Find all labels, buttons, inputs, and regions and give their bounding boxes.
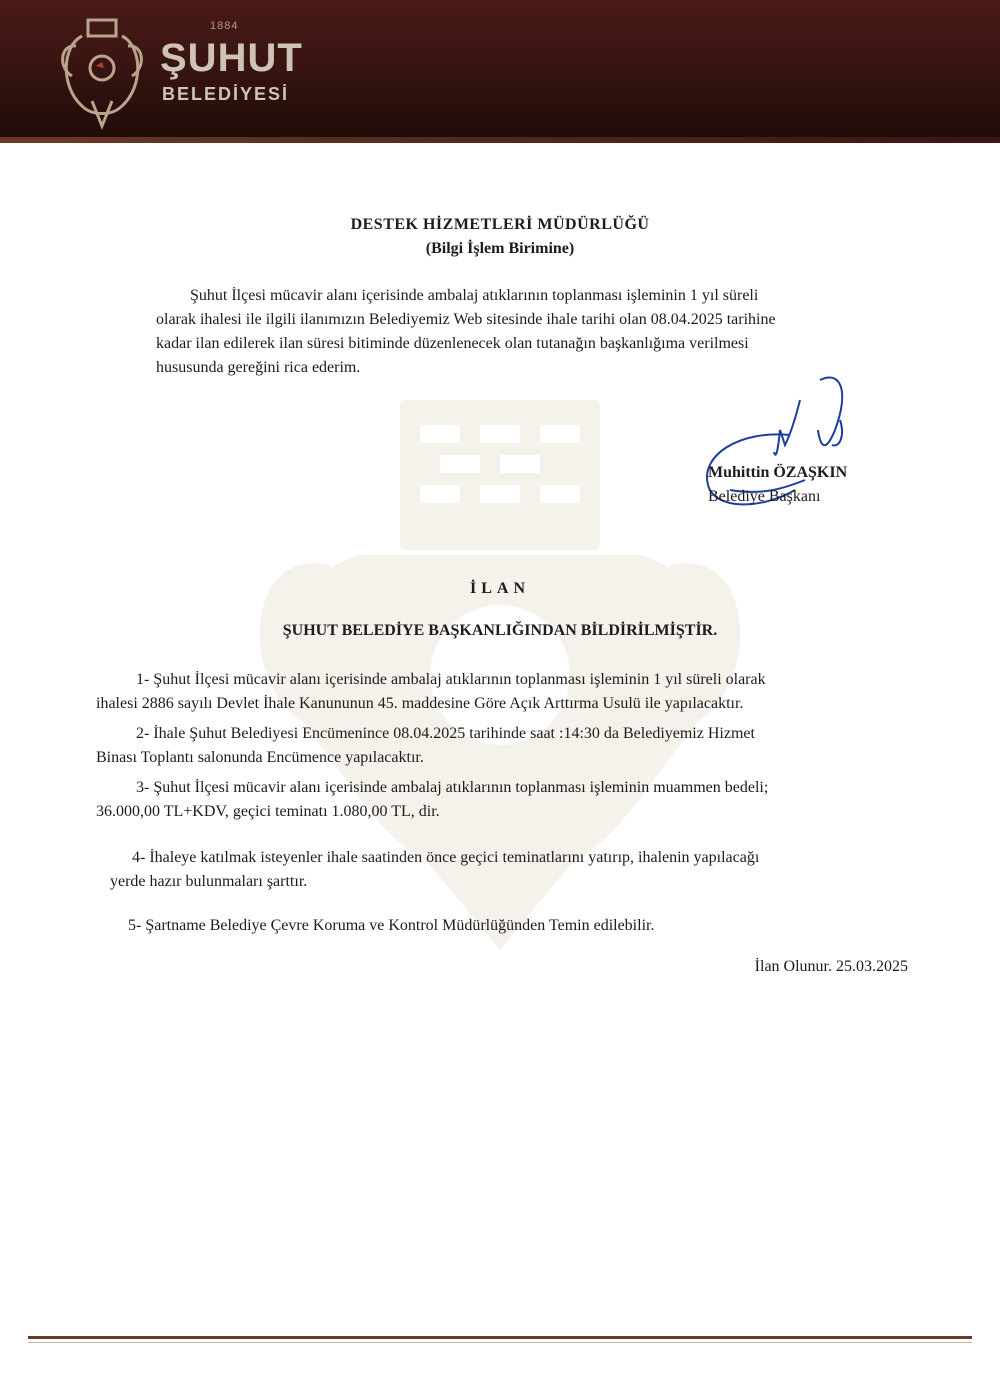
logo-year: 1884	[210, 20, 239, 32]
logo-name: ŞUHUT	[160, 36, 303, 80]
letter-line: Şuhut İlçesi mücavir alanı içerisinde ambalaj atıklarının toplanması işleminin 1 yıl süreli	[190, 287, 759, 304]
item-line: 2- İhale Şuhut Belediyesi Encümenince 08.04.2025 tarihinde saat :14:30 da Belediyemiz Hizmet	[136, 725, 755, 742]
closing-date: İlan Olunur. 25.03.2025	[754, 958, 908, 975]
announcement-title: İLAN	[469, 580, 530, 597]
letter-line: kadar ilan edilerek ilan süresi bitiminde düzenlenecek olan tutanağın başkanlığıma verilmesi	[156, 335, 749, 352]
announcement-heading: ŞUHUT BELEDİYE BAŞKANLIĞINDAN BİLDİRİLMİŞTİR.	[282, 622, 718, 639]
signer-name: Muhittin ÖZAŞKIN	[708, 464, 848, 481]
announcement-item-1	[96, 668, 926, 716]
announcement-item-3	[96, 776, 926, 824]
item-line: yerde hazır bulunmaları şarttır.	[110, 873, 308, 890]
footer-divider-thin	[28, 1342, 972, 1343]
item-line: 3- Şuhut İlçesi mücavir alanı içerisinde ambalaj atıklarının toplanması işleminin muammen bedeli;	[136, 779, 769, 796]
announcement-item-4	[96, 846, 926, 894]
announcement-item-2	[96, 722, 926, 770]
item-line: 1- Şuhut İlçesi mücavir alanı içerisinde ambalaj atıklarının toplanması işleminin 1 yıl süreli olarak	[136, 671, 766, 688]
item-line: 5- Şartname Belediye Çevre Koruma ve Kontrol Müdürlüğünden Temin edilebilir.	[128, 917, 655, 934]
footer-divider	[28, 1336, 972, 1339]
item-line: 4- İhaleye katılmak isteyenler ihale saatinden önce geçici teminatlarını yatırıp, ihalenin yapılacağı	[132, 849, 760, 866]
letter-line: olarak ihalesi ile ilgili ilanımızın Belediyemiz Web sitesinde ihale tarihi olan 08.04.2025 tarihine	[156, 311, 776, 328]
item-line: Binası Toplantı salonunda Encümence yapılacaktır.	[96, 749, 424, 766]
signer-title: Belediye Başkanı	[708, 488, 821, 505]
item-line: 36.000,00 TL+KDV, geçici teminatı 1.080,00 TL, dir.	[96, 803, 440, 820]
letter-line: hususunda gereğini rica ederim.	[156, 359, 361, 376]
department-title: DESTEK HİZMETLERİ MÜDÜRLÜĞÜ	[350, 216, 650, 233]
department-unit: (Bilgi İşlem Birimine)	[425, 240, 575, 257]
logo-subtitle: BELEDİYESİ	[162, 84, 290, 104]
item-line: ihalesi 2886 sayılı Devlet İhale Kanununun 45. maddesine Göre Açık Arttırma Usulü ile yapılacaktır.	[96, 695, 744, 712]
announcement-item-5	[128, 914, 928, 938]
